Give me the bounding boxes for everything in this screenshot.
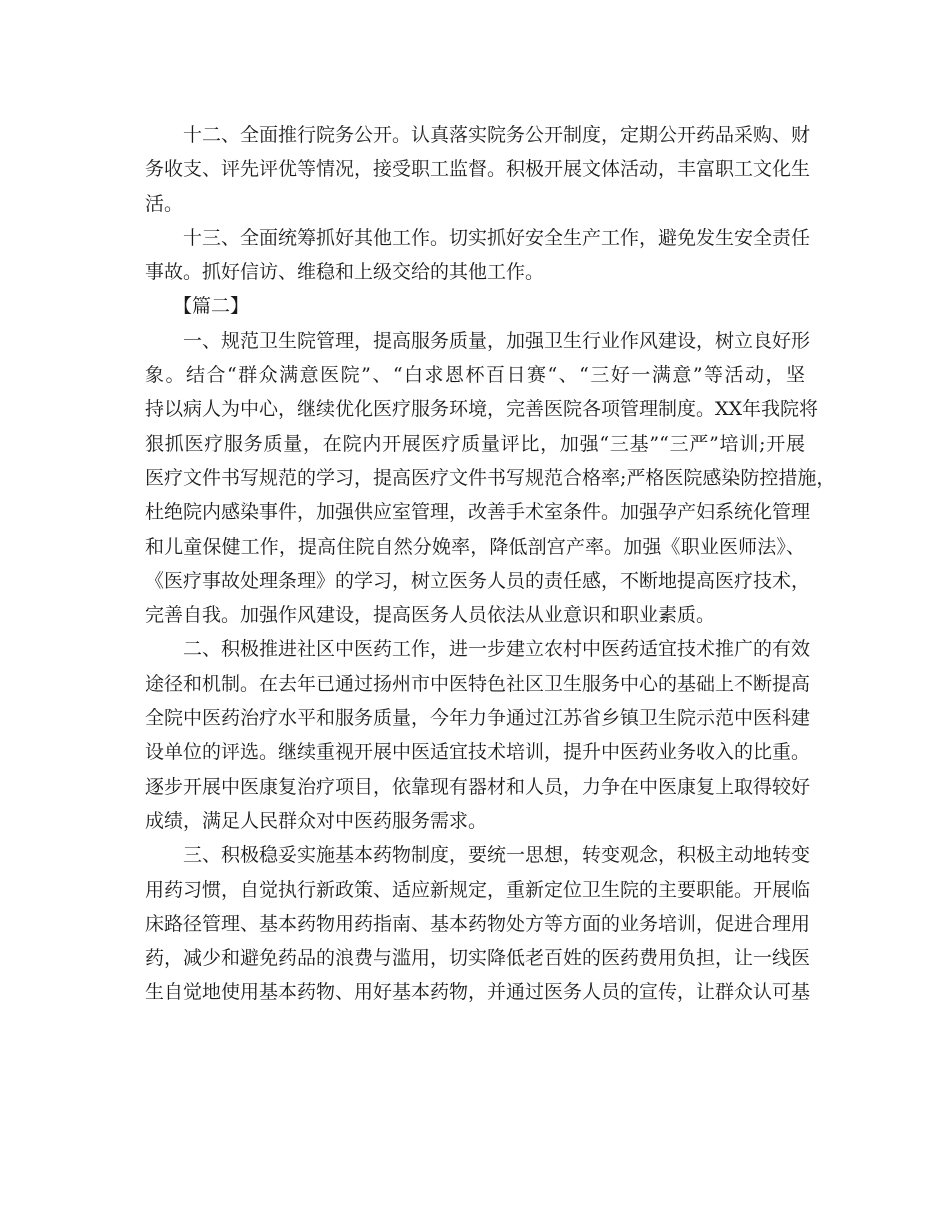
text-line: 逐步开展中医康复治疗项目，依靠现有器材和人员，力争在中医康复上取得较好 bbox=[145, 775, 811, 798]
text-line: 药，减少和避免药品的浪费与滥用，切实降低老百姓的医药费用负担，让一线医 bbox=[145, 947, 811, 970]
text-line: 象。结合“群众满意医院”、“白求恩杯百日赛“、“三好一满意”等活动，坚 bbox=[145, 364, 805, 387]
paragraph bbox=[145, 838, 811, 1009]
paragraph bbox=[145, 632, 811, 838]
section-heading: 【篇二】 bbox=[173, 295, 250, 318]
text-line: 成绩，满足人民群众对中医药服务需求。 bbox=[145, 809, 488, 832]
text-line: 全院中医药治疗水平和服务质量，今年力争通过江苏省乡镇卫生院示范中医科建 bbox=[145, 707, 811, 730]
text-line: 生自觉地使用基本药物、用好基本药物，并通过医务人员的宣传，让群众认可基 bbox=[145, 981, 811, 1004]
text-line: 用药习惯，自觉执行新政策、适应新规定，重新定位卫生院的主要职能。开展临 bbox=[145, 878, 811, 901]
text-line: 务收支、评先评优等情况，接受职工监督。积极开展文体活动，丰富职工文化生 bbox=[145, 158, 811, 181]
text-line: 杜绝院内感染事件，加强供应室管理，改善手术室条件。加强孕产妇系统化管理 bbox=[145, 501, 811, 524]
text-line: 《医疗事故处理条理》的学习，树立医务人员的责任感，不断地提高医疗技术， bbox=[145, 569, 811, 592]
text-line: 和儿童保健工作，提高住院自然分娩率，降低剖宫产率。加强《职业医师法》、 bbox=[145, 535, 805, 558]
paragraph bbox=[145, 324, 836, 633]
paragraph bbox=[145, 221, 811, 290]
text-line: 二、积极推进社区中医药工作，进一步建立农村中医药适宜技术推广的有效 bbox=[183, 638, 811, 661]
text-line: 十二、全面推行院务公开。认真落实院务公开制度，定期公开药品采购、财 bbox=[183, 124, 811, 146]
text-line: 一、规范卫生院管理，提高服务质量，加强卫生行业作风建设，树立良好形 bbox=[183, 329, 811, 352]
text-line: 持以病人为中心，继续优化医疗服务环境，完善医院各项管理制度。XX年我院将 bbox=[145, 398, 819, 421]
text-line: 狠抓医疗服务质量，在院内开展医疗质量评比，加强“三基”“三严”培训;开展 bbox=[145, 432, 805, 455]
text-line: 十三、全面统筹抓好其他工作。切实抓好安全生产工作，避免发生安全责任 bbox=[183, 226, 811, 249]
text-line: 活。 bbox=[145, 192, 184, 215]
text-line: 床路径管理、基本药物用药指南、基本药物处方等方面的业务培训，促进合理用 bbox=[145, 912, 811, 935]
text-line: 医疗文件书写规范的学习，提高医疗文件书写规范合格率;严格医院感染防控措施， bbox=[145, 466, 836, 489]
text-line: 事故。抓好信访、维稳和上级交给的其他工作。 bbox=[145, 261, 545, 284]
text-line: 三、积极稳妥实施基本药物制度，要统一思想，转变观念，积极主动地转变 bbox=[183, 844, 811, 867]
document-page bbox=[145, 118, 836, 1010]
paragraph bbox=[145, 118, 811, 221]
text-line: 完善自我。加强作风建设，提高医务人员依法从业意识和职业素质。 bbox=[145, 604, 716, 627]
text-line: 设单位的评选。继续重视开展中医适宜技术培训，提升中医药业务收入的比重。 bbox=[145, 741, 811, 764]
text-line: 途径和机制。在去年已通过扬州市中医特色社区卫生服务中心的基础上不断提高 bbox=[145, 672, 811, 695]
